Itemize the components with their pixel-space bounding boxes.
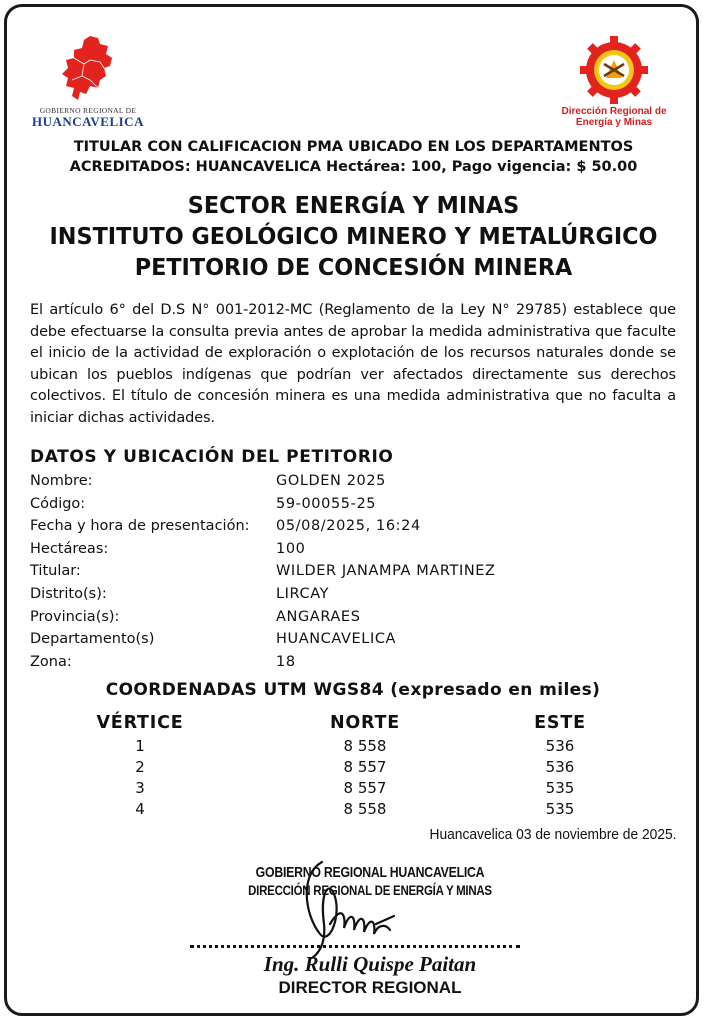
field-label: Código: — [30, 495, 86, 512]
intro-paragraph: El artículo 6° del D.S N° 001-2012-MC (Reglamento de la Ley N° 29785) establece que debe efectuarse la consulta previa antes de aprobar la medida administrativa que faculte el inicio de la actividad de exploración o explotación de los recursos naturales donde se ubican los pueblos indígenas que podrían ver afectados directamente sus derechos colectivos. El título de concesión minera es una medida administrativa que no faculta a iniciar dichas actividades. — [30, 302, 676, 426]
stamp-org-line1: GOBIERNO REGIONAL HUANCAVELICA — [255, 864, 485, 881]
table-row — [30, 757, 676, 778]
coordinates-title: COORDENADAS UTM WGS84 (expresado en miles) — [105, 680, 601, 700]
cell-este: 536 — [545, 737, 575, 755]
field-row — [30, 493, 670, 516]
logo-left-line2: HUANCAVELICA — [32, 114, 144, 129]
cell-este: 536 — [545, 758, 575, 776]
header-vertice: VÉRTICE — [96, 713, 184, 733]
field-value: HUANCAVELICA — [276, 631, 397, 648]
map-icon — [60, 34, 116, 104]
field-row — [30, 470, 670, 493]
field-label: Zona: — [30, 653, 72, 670]
field-row — [30, 606, 670, 629]
field-label: Provincia(s): — [30, 608, 120, 625]
field-value: LIRCAY — [276, 585, 330, 602]
table-row — [30, 736, 676, 757]
note-line-1: TITULAR CON CALIFICACION PMA UBICADO EN LOS DEPARTAMENTOS — [73, 139, 634, 155]
main-headings — [37, 190, 671, 283]
field-row — [30, 560, 670, 583]
heading-petitorio: PETITORIO DE CONCESIÓN MINERA — [134, 253, 573, 281]
petitorio-fields — [30, 470, 670, 673]
calificacion-note — [40, 137, 667, 177]
logo-left-line1: GOBIERNO REGIONAL DE — [39, 106, 137, 115]
field-value: 18 — [276, 653, 296, 670]
cell-este: 535 — [545, 779, 575, 797]
coordinates-table — [30, 710, 676, 820]
petitorio-section-title: DATOS Y UBICACIÓN DEL PETITORIO — [30, 447, 394, 467]
heading-sector: SECTOR ENERGÍA Y MINAS — [187, 191, 520, 219]
field-value: 100 — [276, 540, 306, 557]
cell-vertice: 2 — [135, 758, 145, 776]
note-line-2: ACREDITADOS: HUANCAVELICA Hectárea: 100, Pago vigencia: $ 50.00 — [69, 159, 638, 175]
table-row — [30, 799, 676, 820]
field-row — [30, 651, 670, 674]
cell-norte: 8 558 — [343, 737, 387, 755]
field-value: WILDER JANAMPA MARTINEZ — [276, 563, 496, 580]
field-row — [30, 538, 670, 561]
stamp-org-line2: DIRECCIÓN REGIONAL DE ENERGÍA Y MINAS — [248, 882, 492, 898]
direccion-regional-logo — [548, 36, 680, 128]
table-header-row — [30, 710, 676, 736]
field-label: Nombre: — [30, 473, 93, 489]
gobierno-regional-logo — [28, 34, 148, 128]
logo-right-line1: Dirección Regional de — [561, 106, 667, 117]
field-value: 05/08/2025, 16:24 — [276, 518, 421, 535]
signature-dotted-line — [190, 945, 520, 948]
logo-right-line2: Energía y Minas — [575, 117, 653, 128]
field-value: GOLDEN 2025 — [276, 473, 387, 489]
field-label: Departamento(s) — [30, 631, 155, 648]
field-label: Titular: — [30, 563, 81, 580]
cell-vertice: 4 — [135, 800, 145, 818]
field-value: 59-00055-25 — [276, 495, 377, 512]
field-row — [30, 583, 670, 606]
field-label: Fecha y hora de presentación: — [30, 518, 250, 535]
signer-role: DIRECTOR REGIONAL — [278, 978, 462, 997]
field-row — [30, 515, 670, 538]
gear-emblem-icon — [580, 36, 648, 104]
cell-norte: 8 557 — [343, 758, 387, 776]
signer-name: Ing. Rulli Quispe Paitan — [263, 952, 477, 976]
date-line: Huancavelica 03 de noviembre de 2025. — [429, 826, 677, 843]
cell-norte: 8 558 — [343, 800, 387, 818]
header-este: ESTE — [534, 713, 586, 733]
cell-norte: 8 557 — [343, 779, 387, 797]
cell-vertice: 3 — [135, 779, 145, 797]
cell-este: 535 — [545, 800, 575, 818]
field-row — [30, 628, 670, 651]
field-value: ANGARAES — [276, 608, 361, 625]
field-label: Hectáreas: — [30, 540, 109, 557]
heading-instituto: INSTITUTO GEOLÓGICO MINERO Y METALÚRGICO — [49, 222, 658, 250]
table-row — [30, 778, 676, 799]
cell-vertice: 1 — [135, 737, 145, 755]
header-norte: NORTE — [329, 713, 401, 733]
field-label: Distrito(s): — [30, 585, 107, 602]
